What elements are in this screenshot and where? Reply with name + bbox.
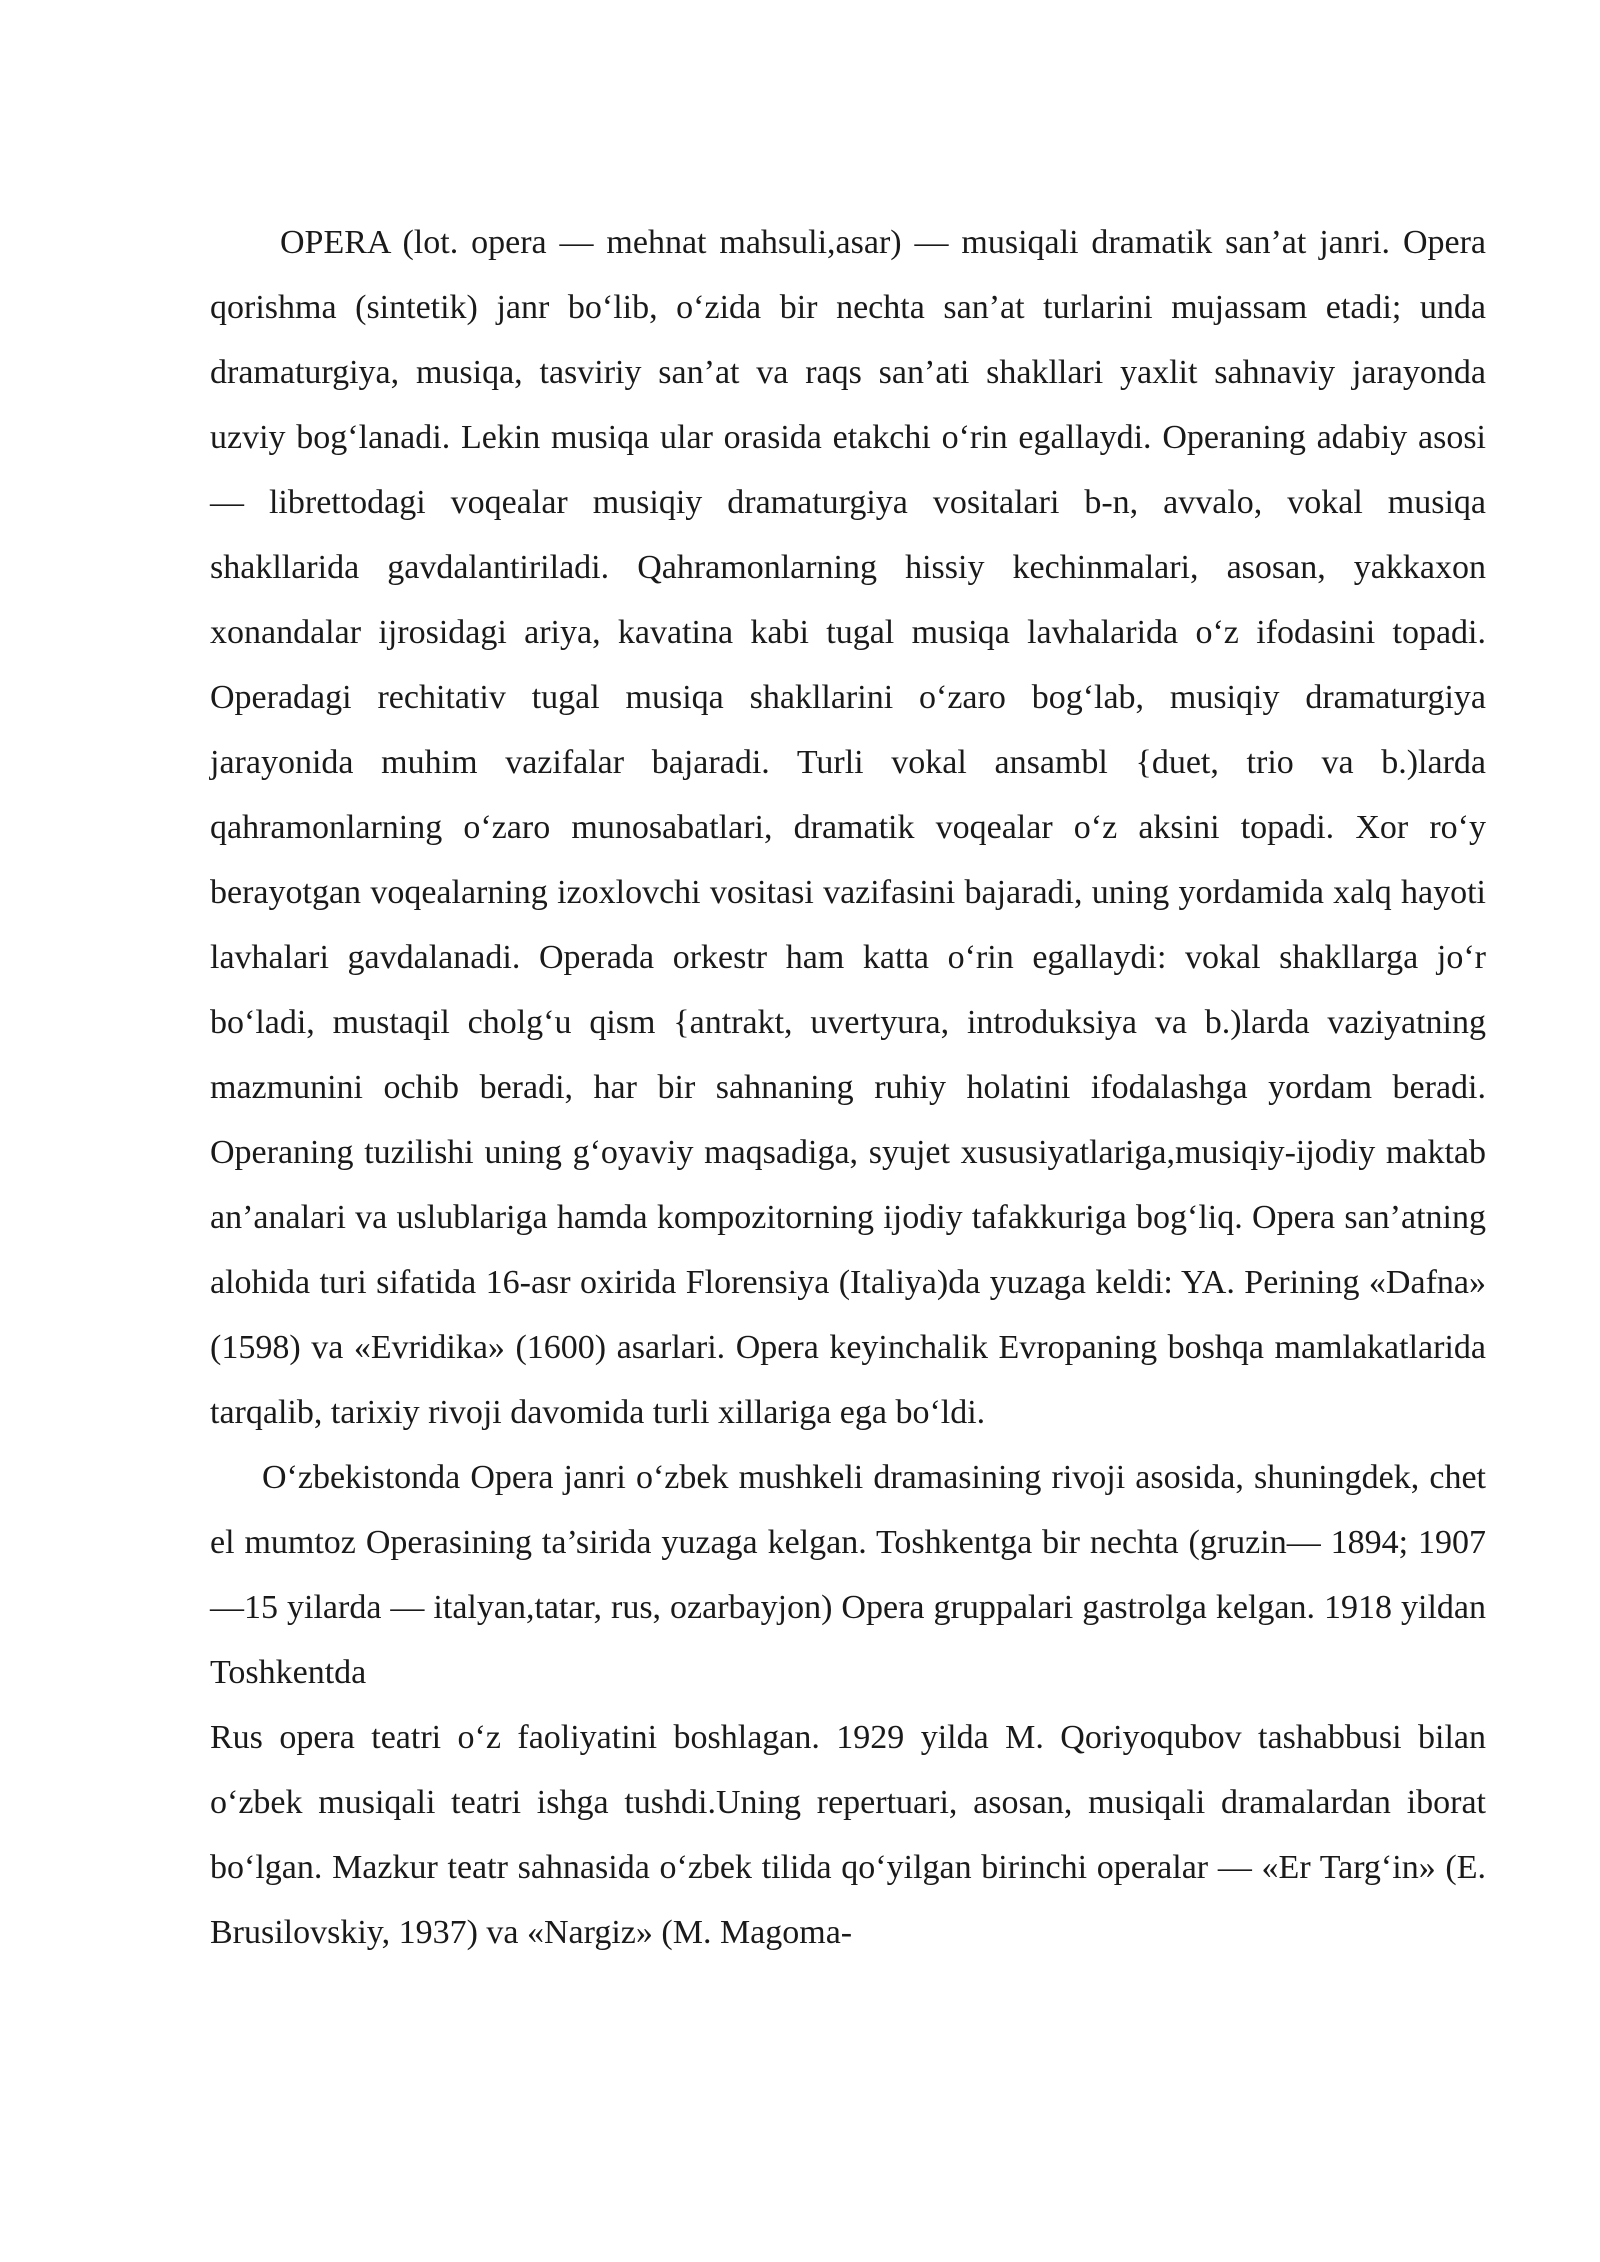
document-page bbox=[210, 210, 1486, 1965]
paragraph-opera-uzbekistan: O‘zbekistonda Opera janri o‘zbek mushkeli dramasining rivoji asosida, shuningdek, chet el mumtoz Operasining ta’sirida yuzaga kelgan. Toshkentga bir nechta (gruzin— 1894; 1907—15 yilarda — italyan,tatar, rus, ozarbayjon) Opera gruppalari gastrolga kelgan. 1918 yildan Toshkentda bbox=[210, 1459, 1486, 1691]
paragraph-opera-definition: OPERA (lot. opera — mehnat mahsuli,asar) — musiqali dramatik san’at janri. Opera qorishma (sintetik) janr bo‘lib, o‘zida bir nechta san’at turlarini mujassam etadi; unda dramaturgiya, musiqa, tasviriy san’at va raqs san’ati shakllari yaxlit sahnaviy jarayonda uzviy bog‘lanadi. Lekin musiqa ular orasida etakchi o‘rin egallaydi. Operaning adabiy asosi — librettodagi voqealar musiqiy dramaturgiya vositalari b-n, avvalo, vokal musiqa shakllarida gavdalantiriladi. Qahramonlarning hissiy kechinmalari, asosan, yakkaxon xonandalar ijrosidagi ariya, kavatina kabi tugal musiqa lavhalarida o‘z ifodasini topadi. Operadagi rechitativ tugal musiqa shakllarini o‘zaro bog‘lab, musiqiy dramaturgiya jarayonida muhim vazifalar bajaradi. Turli vokal ansambl {duet, trio va b.)larda qahramonlarning o‘zaro munosabatlari, dramatik voqealar o‘z aksini topadi. Xor ro‘y berayotgan voqealarning izoxlovchi vositasi vazifasini bajaradi, uning yordamida xalq hayoti lavhalari gavdalanadi. Operada orkestr ham katta o‘rin egallaydi: vokal shakllarga jo‘r bo‘ladi, mustaqil cholg‘u qism {antrakt, uvertyura, introduksiya va b.)larda vaziyatning mazmunini ochib beradi, har bir sahnaning ruhiy holatini ifodalashga yordam beradi. Operaning tuzilishi uning g‘oyaviy maqsadiga, syujet xususiyatlariga,musiqiy-ijodiy maktab an’analari va uslublariga hamda kompozitorning ijodiy tafakkuriga bog‘liq. Opera san’atning alohida turi sifatida 16-asr oxirida Florensiya (Italiya)da yuzaga keldi: YA. Perining «Dafna» (1598) va «Evridika» (1600) asarlari. Opera keyinchalik Evropaning boshqa mamlakatlarida tarqalib, tarixiy rivoji davomida turli xillariga ega bo‘ldi. bbox=[210, 224, 1486, 1431]
paragraph-russian-opera-theatre: Rus opera teatri o‘z faoliyatini boshlagan. 1929 yilda M. Qoriyoqubov tashabbusi bilan o‘zbek musiqali teatri ishga tushdi.Uning repertuari, asosan, musiqali dramalardan iborat bo‘lgan. Mazkur teatr sahnasida o‘zbek tilida qo‘yilgan birinchi operalar — «Er Targ‘in» (E. Brusilovskiy, 1937) va «Nargiz» (M. Magoma- bbox=[210, 1719, 1486, 1951]
